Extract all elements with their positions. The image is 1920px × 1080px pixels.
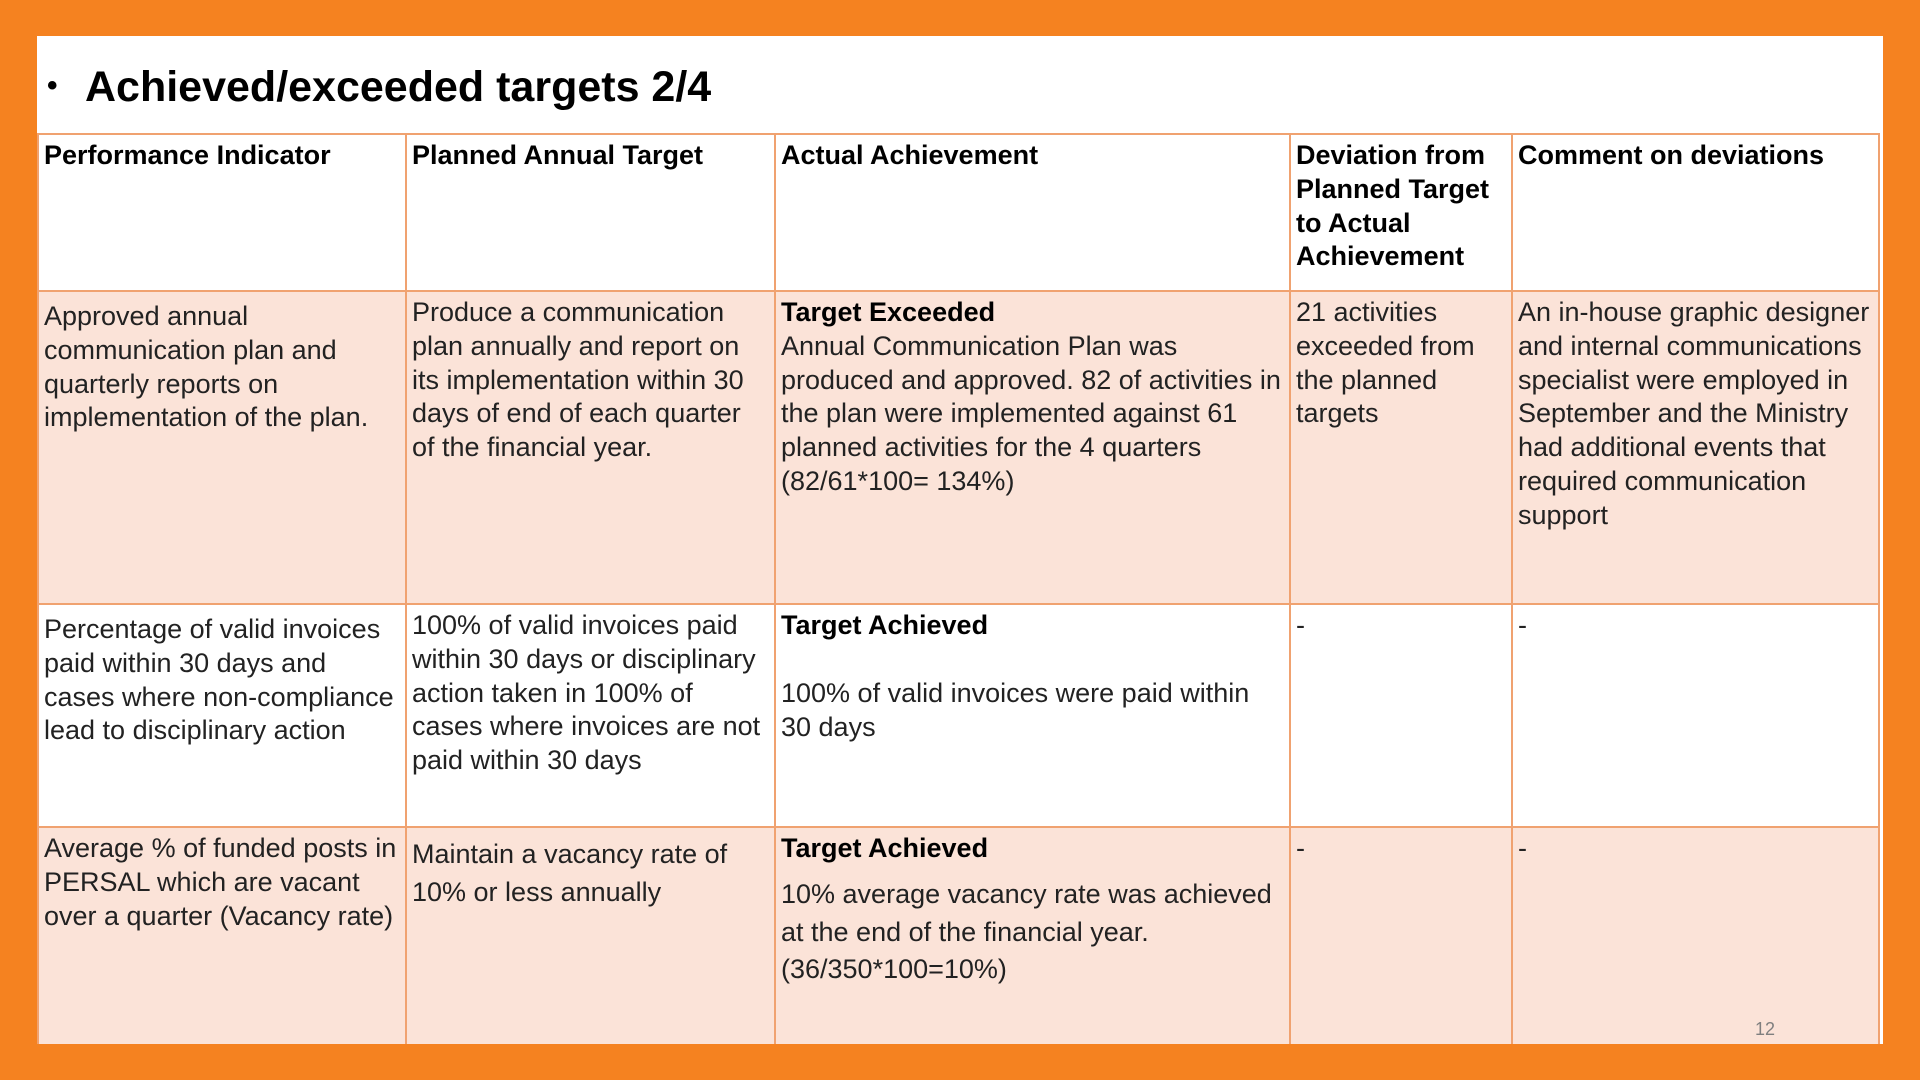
indicator-text: Percentage of valid invoices paid within 30 days and cases where non-compliance lead to disciplinary action: [44, 614, 394, 746]
cell-comment: -: [1512, 604, 1879, 827]
cell-planned: [406, 827, 775, 1044]
cell-deviation: -: [1290, 827, 1512, 1044]
cell-indicator: Average % of funded posts in PERSAL which are vacant over a quarter (Vacancy rate): [38, 827, 406, 1044]
planned-text: Maintain a vacancy rate of 10% or less annually: [412, 839, 728, 907]
table-row: [38, 827, 1879, 1044]
cell-indicator: [38, 604, 406, 827]
performance-table: [37, 133, 1880, 1044]
cell-comment: An in-house graphic designer and internal communications specialist were employed in September and the Ministry had additional events that required communication support: [1512, 291, 1879, 604]
cell-deviation: -: [1290, 604, 1512, 827]
title-text: Achieved/exceeded targets 2/4: [85, 63, 712, 111]
header-actual-achievement: Actual Achievement: [775, 134, 1290, 291]
slide-title: [47, 63, 712, 111]
cell-actual: [775, 827, 1290, 1044]
title-bullet: •: [47, 69, 58, 102]
header-deviation: Deviation from Planned Target to Actual Achievement: [1290, 134, 1512, 291]
indicator-text: Approved annual communication plan and quarterly reports on implementation of the plan.: [44, 301, 369, 433]
header-performance-indicator: Performance Indicator: [38, 134, 406, 291]
actual-text: Annual Communication Plan was produced and approved. 82 of activities in the plan were implemented against 61 planned activities for the 4 quarters (82/61*100= 134%): [781, 330, 1281, 496]
cell-actual: [775, 291, 1290, 604]
cell-planned: 100% of valid invoices paid within 30 days or disciplinary action taken in 100% of cases where invoices are not paid within 30 days: [406, 604, 775, 827]
cell-deviation: 21 activities exceeded from the planned targets: [1290, 291, 1512, 604]
cell-planned: Produce a communication plan annually and report on its implementation within 30 days of end of each quarter of the financial year.: [406, 291, 775, 604]
table-header-row: [38, 134, 1879, 291]
table-row: [38, 291, 1879, 604]
header-planned-annual-target: Planned Annual Target: [406, 134, 775, 291]
table-row: [38, 604, 1879, 827]
status-label: Target Achieved: [781, 833, 989, 863]
status-label: Target Exceeded: [781, 297, 996, 327]
status-label: Target Achieved: [781, 610, 989, 640]
actual-text: 100% of valid invoices were paid within 30 days: [781, 677, 1250, 742]
cell-comment: -: [1512, 827, 1879, 1044]
cell-indicator: [38, 291, 406, 604]
header-comment-on-deviations: Comment on deviations: [1512, 134, 1879, 291]
slide: [37, 36, 1883, 1044]
page-number: 12: [1754, 1019, 1775, 1039]
cell-actual: [775, 604, 1290, 827]
actual-text: 10% average vacancy rate was achieved at the end of the financial year. (36/350*100=10%): [781, 878, 1272, 985]
